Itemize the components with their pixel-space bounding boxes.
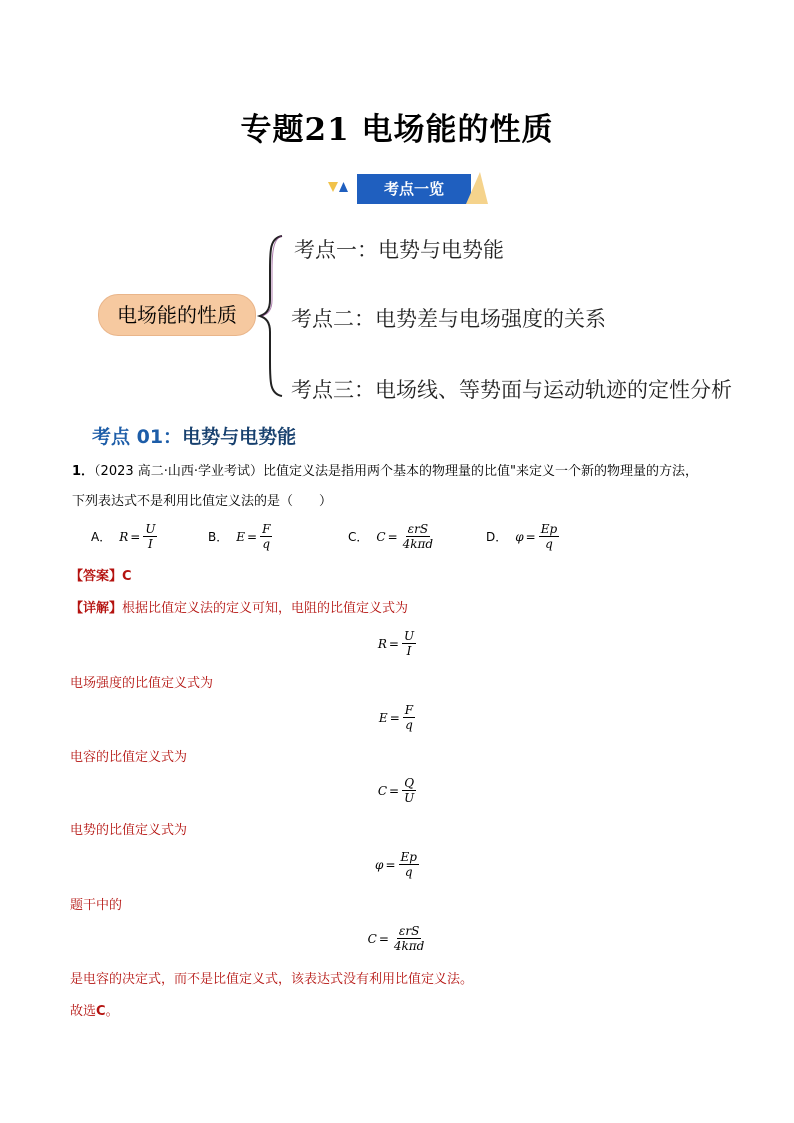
- formula-capacitance-decision: C = $\frac{\text{εrS}}{\text{4kπd}}$: [367, 924, 425, 953]
- formula-5-num: εrS: [398, 924, 420, 938]
- option-b-lhs: E: [236, 529, 245, 544]
- mindmap-branch-3: 考点三：电场线、等势面与运动轨迹的定性分析: [291, 378, 732, 402]
- formula-5-lhs: C: [367, 931, 377, 946]
- formula-potential: φ = $\frac{Ep}{q}$: [375, 850, 417, 879]
- formula-3-num: Q: [404, 776, 415, 790]
- formula-2-lhs: E: [378, 710, 388, 725]
- option-c-lhs: C: [376, 529, 386, 544]
- formula-4-num: Ep: [400, 850, 417, 864]
- formula-1-den: I: [406, 644, 412, 658]
- formula-1-num: U: [403, 629, 415, 643]
- question-line-1: [72, 462, 698, 482]
- option-a-num: U: [145, 522, 156, 536]
- option-d-den: q: [545, 537, 553, 551]
- option-c-den: 4kπd: [402, 537, 434, 551]
- formula-2-den: q: [405, 718, 413, 732]
- detail-intro: 根据比值定义法的定义可知，电阻的比值定义式为: [122, 601, 409, 616]
- option-a-den: I: [148, 537, 153, 551]
- banner-triangle-right-icon: [466, 170, 490, 206]
- option-d-lhs: φ: [515, 529, 524, 544]
- formula-resistance: R = $\frac{U}{I}$: [377, 629, 415, 658]
- option-d-num: Ep: [540, 522, 558, 536]
- detail-line-1: [70, 599, 408, 619]
- option-a: A． R = $\frac{U}{I}$: [91, 522, 156, 551]
- answer-line: [70, 567, 132, 587]
- answer-label: 【答案】: [70, 569, 123, 584]
- option-d-fraction: [539, 522, 559, 551]
- detail-text-4: 电势的比值定义式为: [70, 823, 188, 838]
- option-a-letter: A．: [91, 530, 112, 544]
- formula-5-den: 4kπd: [393, 939, 425, 953]
- option-c-fraction: [401, 522, 435, 551]
- option-d-letter: D．: [486, 530, 508, 544]
- option-b: B． E = $\frac{F}{q}$: [208, 522, 271, 551]
- page-title: 专题21 电场能的性质: [240, 112, 554, 148]
- option-b-den: q: [262, 537, 271, 551]
- section-banner: 考点一览: [357, 174, 471, 204]
- question-text-2: 下列表达式不是利用比值定义法的是（ ）: [72, 494, 333, 509]
- formula-field: E = $\frac{F}{q}$: [378, 703, 414, 732]
- option-a-lhs: R: [119, 529, 129, 544]
- detail-text-6: 是电容的决定式，而不是比值定义式，该表达式没有利用比值定义法。: [70, 972, 474, 987]
- banner-triangles-left-icon: [326, 176, 356, 202]
- detail-conclusion: [70, 1002, 119, 1022]
- question-source: （2023 高二·山西·学业考试）: [94, 464, 264, 479]
- formula-2-num: F: [404, 703, 414, 717]
- formula-4-lhs: φ: [375, 857, 384, 872]
- answer-value: C: [122, 569, 132, 584]
- conclusion-prefix: 故选: [70, 1004, 97, 1019]
- formula-capacitance: C = $\frac{Q}{U}$: [377, 776, 415, 805]
- conclusion-suffix: 。: [105, 1004, 119, 1019]
- question-number: 1．: [72, 464, 95, 479]
- detail-label: 【详解】: [70, 601, 123, 616]
- option-b-letter: B．: [208, 530, 229, 544]
- formula-4-den: q: [404, 865, 413, 879]
- option-c-letter: C．: [348, 530, 369, 544]
- formula-3-den: U: [404, 791, 415, 805]
- section-label: 考点 01：: [92, 426, 183, 448]
- detail-text-5: 题干中的: [70, 898, 123, 913]
- formula-1-lhs: R: [377, 636, 387, 651]
- mindmap-root: 电场能的性质: [98, 294, 256, 336]
- mindmap-branch-2: 考点二：电势差与电场强度的关系: [291, 307, 606, 331]
- formula-3-lhs: C: [377, 783, 387, 798]
- detail-text-2: 电场强度的比值定义式为: [70, 676, 214, 691]
- conclusion-choice: C: [96, 1004, 106, 1019]
- option-b-num: F: [262, 522, 271, 536]
- option-d: D． φ = $\frac{Ep}{q}$: [486, 522, 558, 551]
- detail-text-3: 电容的比值定义式为: [70, 750, 188, 765]
- option-b-fraction: [260, 522, 272, 551]
- section-heading: [92, 422, 296, 449]
- option-c: C． C = $\frac{\text{εrS}}{\text{4kπd}}$: [348, 522, 434, 551]
- option-a-fraction: [143, 522, 157, 551]
- option-c-num: εrS: [407, 522, 429, 536]
- mindmap-brace-icon: [256, 230, 286, 402]
- mindmap-branch-1: 考点一：电势与电势能: [294, 238, 504, 262]
- section-title: 电势与电势能: [182, 426, 297, 448]
- question-text-1: 比值定义法是指用两个基本的物理量的比值"来定义一个新的物理量的方法，: [263, 464, 699, 479]
